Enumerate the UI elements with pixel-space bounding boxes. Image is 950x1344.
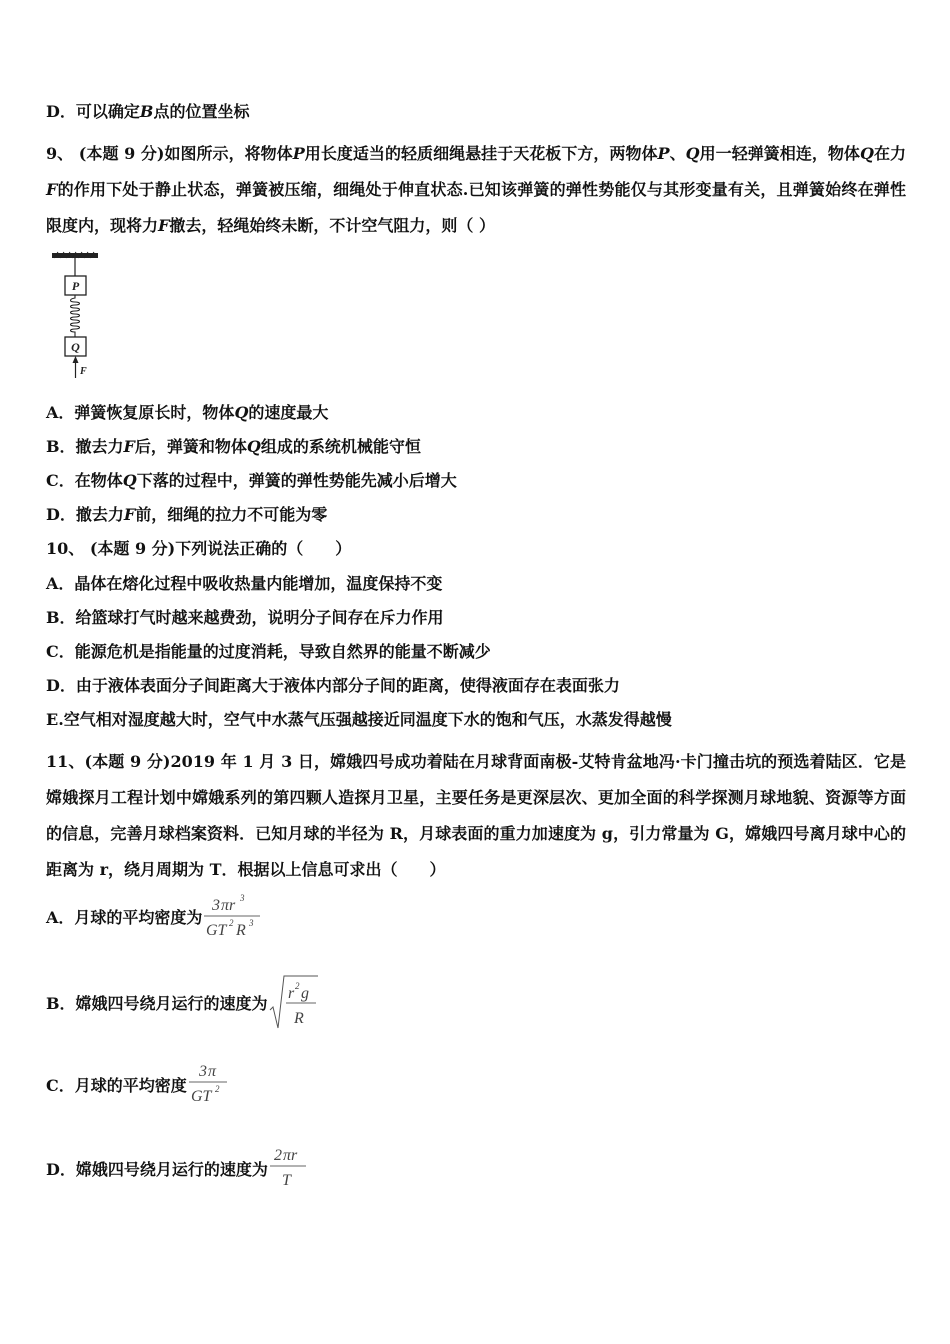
block-q-label: Q <box>71 340 80 354</box>
spring <box>71 295 80 337</box>
svg-text:R: R <box>236 922 247 939</box>
q10-option-a: A．晶体在熔化过程中吸收热量内能增加，温度保持不变 <box>46 574 443 593</box>
svg-text:GT: GT <box>206 922 227 939</box>
q10-option-e: E.空气相对湿度越大时，空气中水蒸气压强越接近同温度下水的饱和气压，水蒸发得越慢 <box>46 710 672 729</box>
svg-text:π: π <box>207 1063 216 1080</box>
q10-option-b: B．给篮球打气时越来越费劲，说明分子间存在斥力作用 <box>46 608 444 627</box>
svg-text:2: 2 <box>273 1147 282 1164</box>
svg-text:2: 2 <box>229 918 234 928</box>
svg-text:R: R <box>293 1010 304 1027</box>
force-label: F <box>80 366 87 377</box>
formula-density-a <box>202 888 266 944</box>
q9-option-a: A．弹簧恢复原长时，物体Q的速度最大 <box>46 403 329 422</box>
svg-text:πr: πr <box>221 897 236 914</box>
formula-velocity-d <box>268 1142 310 1194</box>
svg-text:2: 2 <box>214 1084 220 1094</box>
formula-density-c <box>187 1058 231 1110</box>
block-p-label: P <box>71 279 80 293</box>
svg-text:2: 2 <box>294 981 300 991</box>
svg-text:3: 3 <box>212 897 221 914</box>
svg-text:GT: GT <box>190 1088 212 1105</box>
svg-text:T: T <box>281 1172 291 1189</box>
svg-text:g: g <box>300 985 309 1002</box>
q9-option-c: C．在物体Q下落的过程中，弹簧的弹性势能先减小后增大 <box>46 471 457 490</box>
force-arrow-head <box>73 356 79 363</box>
svg-text:3: 3 <box>198 1063 207 1080</box>
q11-option-c: C． 月球的平均密度 3 π GT 2 <box>46 1058 231 1110</box>
q11-stem: 11、(本题 9 分)2019 年 1 月 3 日，嫦娥四号成功着陆在月球背面南极-艾特肯盆地冯·卡门撞击坑的预选着陆区．它是嫦娥探月工程计划中嫦娥系列的第四颗人造探月卫星，主要任务是更深层次、更加全面的科学探测月球地貌、资源等方面的信息，完善月球档案资料．已知月球的半径为 R，月球表面的重力加速度为 g，引力常量为 G，嫦娥四号离月球中心的距离为 r，绕月周期为 T．根据以上信息可求出（ ） <box>46 752 906 879</box>
q10-stem: 10、 (本题 9 分)下列说法正确的（ ） <box>46 539 352 558</box>
spring-figure <box>50 250 110 386</box>
q9-option-d: D．撤去力F前，细绳的拉力不可能为零 <box>46 505 328 524</box>
q11-option-d: D． 嫦娥四号绕月运行的速度为 2 πr T <box>46 1142 310 1194</box>
q10-option-c: C．能源危机是指能量的过度消耗，导致自然界的能量不断减少 <box>46 642 491 661</box>
q9-stem: 9、 (本题 9 分)如图所示，将物体P用长度适当的轻质细绳悬挂于天花板下方，两物体P、Q用一轻弹簧相连，物体Q在力F的作用下处于静止状态，弹簧被压缩，细绳处于伸直状态.已知该弹簧的弹性势能仅与其形变量有关，且弹簧始终在弹性限度内，现将力F撤去，轻绳始终未断，不计空气阻力，则（ ） <box>46 144 906 235</box>
q11-option-a: A． 月球的平均密度为 3 πr 3 GT 2 R 3 <box>46 888 266 944</box>
formula-velocity-b <box>268 972 320 1032</box>
svg-text:πr: πr <box>282 1147 298 1164</box>
spring-diagram <box>50 250 110 382</box>
svg-text:3: 3 <box>240 893 245 903</box>
q11-option-b: B． 嫦娥四号绕月运行的速度为 r 2 g R <box>46 972 320 1032</box>
q10-option-d: D．由于液体表面分子间距离大于液体内部分子间的距离，使得液面存在表面张力 <box>46 676 620 695</box>
q9-option-b: B．撤去力F后，弹簧和物体Q组成的系统机械能守恒 <box>46 437 421 456</box>
svg-text:3: 3 <box>249 918 254 928</box>
svg-text:r: r <box>287 985 294 1002</box>
q8-option-d: D．可以确定B点的位置坐标 <box>46 102 250 121</box>
